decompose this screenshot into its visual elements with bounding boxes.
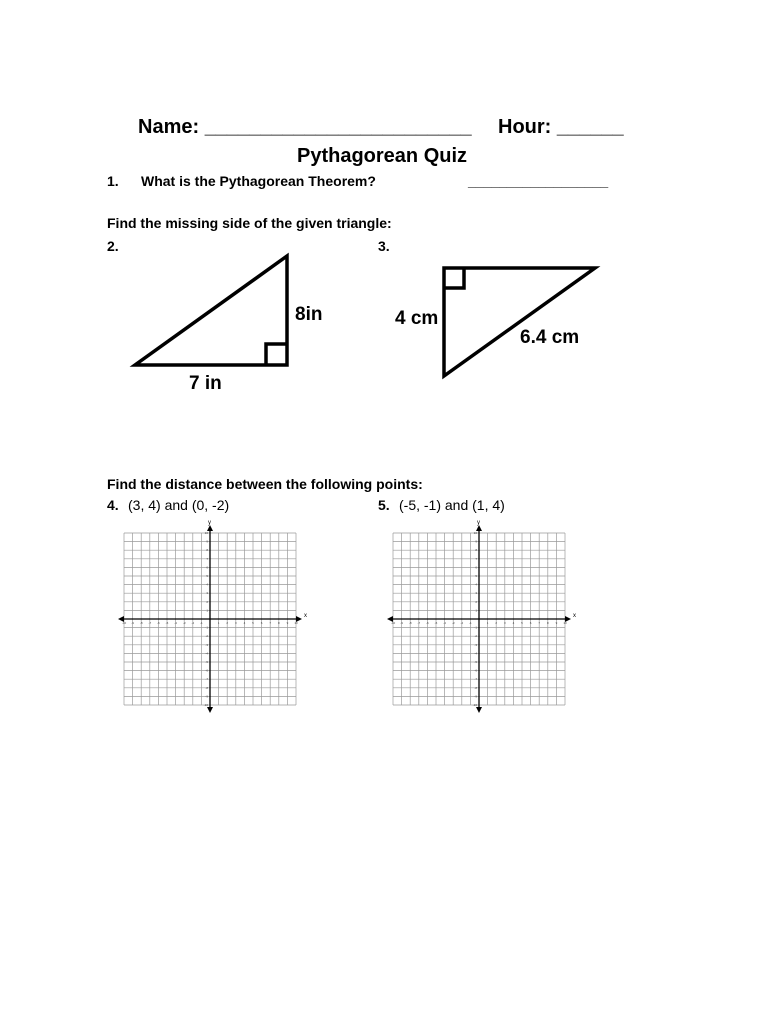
y-tick-label: 3 (206, 591, 208, 596)
question-3-number: 3. (378, 238, 390, 254)
x-tick-label: -9 (131, 621, 134, 625)
x-tick-label: -10 (390, 621, 396, 625)
y-tick-label: 1 (206, 608, 208, 613)
hour-field-label: Hour: ______ (498, 116, 624, 138)
question-4-points: (3, 4) and (0, -2) (128, 497, 230, 513)
y-tick-label: -8 (474, 685, 477, 690)
x-tick-label: 1 (217, 621, 220, 625)
question-5-points: (-5, -1) and (1, 4) (399, 497, 505, 513)
x-tick-label: 7 (538, 621, 541, 625)
x-tick-label: 7 (269, 621, 272, 625)
x-tick-label: -10 (121, 621, 127, 625)
x-tick-label: -8 (139, 621, 143, 625)
page-title: Pythagorean Quiz (297, 145, 468, 167)
x-tick-label: 2 (226, 621, 229, 625)
y-tick-label: -6 (474, 668, 477, 673)
x-tick-label: 9 (286, 621, 289, 625)
x-tick-label: -8 (408, 621, 412, 625)
y-tick-label: 4 (475, 582, 477, 587)
x-tick-label: -5 (165, 621, 169, 625)
x-tick-label: 6 (260, 621, 263, 625)
y-tick-label: -8 (205, 685, 208, 690)
x-tick-label: -2 (191, 621, 195, 625)
y-tick-label: 2 (475, 599, 477, 604)
x-tick-label: -5 (434, 621, 438, 625)
x-tick-label: -9 (400, 621, 403, 625)
question-4-number: 4. (107, 497, 119, 513)
x-tick-label: 6 (529, 621, 532, 625)
y-tick-label: -1 (474, 625, 477, 630)
y-tick-label: -4 (474, 651, 477, 656)
y-tick-label: -3 (474, 642, 477, 647)
x-tick-label: -6 (426, 621, 429, 625)
name-field-label: Name: ________________________ (138, 116, 472, 138)
y-tick-label: -10 (203, 703, 208, 707)
y-tick-label: 2 (206, 599, 208, 604)
triangle-3-hypotenuse-label: 6.4 cm (520, 327, 580, 348)
y-tick-label: 10 (473, 531, 477, 535)
section-distance-heading: Find the distance between the following points: (107, 476, 423, 492)
x-axis-label: x (304, 613, 307, 619)
y-tick-label: 5 (475, 574, 477, 578)
x-tick-label: -2 (460, 621, 464, 625)
y-tick-label: 1 (475, 608, 477, 613)
y-tick-label: -9 (474, 694, 477, 699)
x-tick-label: 2 (495, 621, 498, 625)
x-tick-label: 5 (521, 621, 523, 625)
y-tick-label: 9 (206, 539, 208, 544)
y-tick-label: -5 (205, 660, 208, 664)
y-tick-label: 9 (475, 539, 477, 544)
y-tick-label: -1 (205, 625, 208, 630)
y-tick-label: -2 (205, 634, 208, 639)
y-axis-label: y (208, 520, 211, 526)
y-tick-label: 8 (475, 548, 477, 553)
x-tick-label: 8 (546, 621, 549, 625)
y-tick-label: 10 (204, 531, 208, 535)
y-tick-label: 4 (206, 582, 208, 587)
y-tick-label: -3 (205, 642, 208, 647)
x-tick-label: -1 (469, 621, 472, 625)
question-1-answer-line: __________________ (468, 173, 609, 189)
section-triangles-heading: Find the missing side of the given triangle: (107, 215, 392, 231)
y-tick-label: 7 (475, 556, 477, 561)
x-tick-label: -7 (148, 621, 152, 625)
coordinate-grid-question-4[interactable] (118, 520, 313, 718)
x-tick-label: 10 (294, 621, 298, 625)
x-tick-label: 10 (563, 621, 567, 625)
question-1-number: 1. (107, 173, 119, 189)
x-tick-label: -7 (417, 621, 421, 625)
y-axis-down-arrow-icon (476, 707, 482, 713)
y-tick-label: 8 (206, 548, 208, 553)
triangle-2-bottom-side-label: 7 in (189, 373, 222, 394)
question-5-number: 5. (378, 497, 390, 513)
coordinate-grid-question-5[interactable] (387, 520, 582, 718)
y-tick-label: 6 (206, 565, 208, 570)
x-tick-label: 1 (486, 621, 489, 625)
x-tick-label: 3 (234, 621, 237, 625)
y-tick-label: -2 (474, 634, 477, 639)
x-tick-label: -3 (451, 621, 455, 625)
y-tick-label: 5 (206, 574, 208, 578)
x-tick-label: 3 (503, 621, 506, 625)
x-tick-label: -6 (157, 621, 160, 625)
x-tick-label: 4 (243, 621, 246, 625)
y-tick-label: 6 (475, 565, 477, 570)
x-axis-label: x (573, 613, 576, 619)
triangle-2-vertical-side-label: 8in (295, 304, 323, 325)
x-tick-label: -4 (174, 621, 177, 625)
y-tick-label: -6 (205, 668, 208, 673)
x-tick-label: 4 (512, 621, 515, 625)
x-tick-label: 8 (277, 621, 280, 625)
triangle-3-vertical-side-label: 4 cm (395, 308, 439, 329)
question-1-text: What is the Pythagorean Theorem? (141, 173, 376, 189)
y-tick-label: -9 (205, 694, 208, 699)
y-tick-label: -7 (474, 677, 477, 682)
x-tick-label: -1 (200, 621, 203, 625)
y-tick-label: -4 (205, 651, 208, 656)
y-tick-label: -7 (205, 677, 208, 682)
y-tick-label: 7 (206, 556, 208, 561)
x-tick-label: -3 (182, 621, 186, 625)
question-2-number: 2. (107, 238, 119, 254)
x-tick-label: 5 (252, 621, 254, 625)
y-tick-label: 3 (475, 591, 477, 596)
x-tick-label: -4 (443, 621, 446, 625)
y-axis-label: y (477, 520, 480, 526)
y-tick-label: -5 (474, 660, 477, 664)
y-tick-label: -10 (472, 703, 477, 707)
y-axis-down-arrow-icon (207, 707, 213, 713)
x-tick-label: 9 (555, 621, 558, 625)
